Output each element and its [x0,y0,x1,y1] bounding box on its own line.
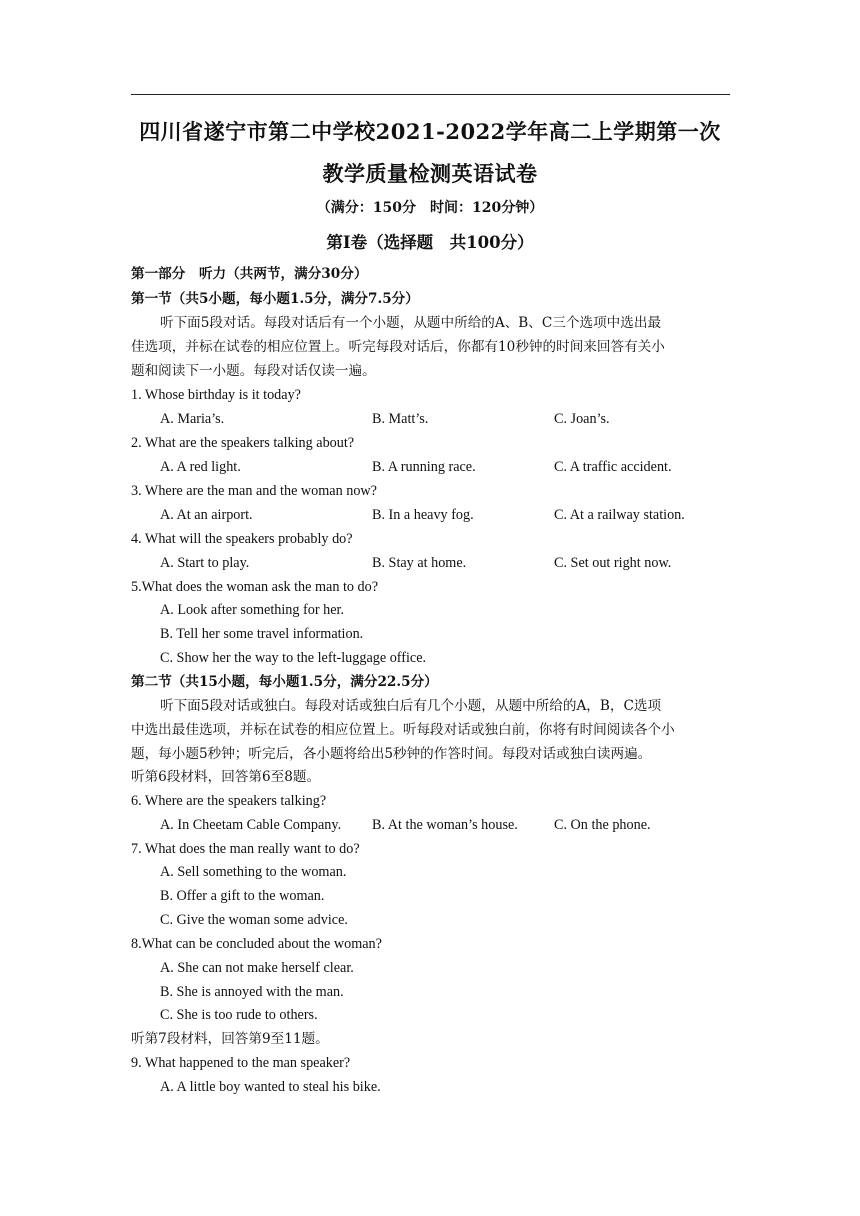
option-c: C. A traffic accident. [554,459,672,475]
section2-heading: 第二节（共15小题，每小题1.5分，满分22.5分） [131,674,438,690]
section1-heading: 第一节（共5小题，每小题1.5分，满分7.5分） [131,291,419,307]
section1-instruction-line: 佳选项，并标在试卷的相应位置上。听完每段对话后，你都有10秒钟的时间来回答有关小 [131,339,665,355]
section1-instruction-line: 听下面5段对话。每段对话后有一个小题，从题中所给的A、B、C三个选项中选出最 [160,315,662,331]
section1-instruction-line: 题和阅读下一小题。每段对话仅读一遍。 [131,363,376,379]
exam-title-line-2: 教学质量检测英语试卷 [322,161,538,186]
option-b: B. Offer a gift to the woman. [160,888,325,904]
option-c: C. Set out right now. [554,555,672,571]
question-text: 8.What can be concluded about the woman? [131,936,382,952]
option-a: A. At an airport. [160,507,253,523]
section2-instruction-line: 题，每小题5秒钟；听完后，各小题将给出5秒钟的作答时间。每段对话或独白读两遍。 [131,746,652,762]
question-text: 3. Where are the man and the woman now? [131,483,377,499]
option-a: A. A red light. [160,459,241,475]
option-c: C. She is too rude to others. [160,1007,318,1023]
top-rule [131,94,730,95]
option-c: C. On the phone. [554,817,651,833]
option-a: A. Look after something for her. [160,602,344,618]
section2-instruction-line: 听下面5段对话或独白。每段对话或独白后有几个小题，从题中所给的A，B，C选项 [160,698,662,714]
material-note: 听第6段材料，回答第6至8题。 [131,769,321,785]
option-b: B. A running race. [372,459,476,475]
option-b: B. At the woman’s house. [372,817,518,833]
question-text: 4. What will the speakers probably do? [131,531,353,547]
exam-score-time: （满分：150分 时间：120分钟） [316,200,544,216]
option-b: B. Tell her some travel information. [160,626,364,642]
exam-title-line-1: 四川省遂宁市第二中学校2021-2022学年高二上学期第一次 [139,119,721,144]
option-c: C. Show her the way to the left-luggage office. [160,650,427,666]
option-b: B. Matt’s. [372,411,429,427]
option-a: A. Maria’s. [160,411,225,427]
question-text: 1. Whose birthday is it today? [131,387,301,403]
volume-heading: 第Ⅰ卷（选择题 共100分） [326,233,534,252]
option-b: B. She is annoyed with the man. [160,984,344,1000]
option-b: B. Stay at home. [372,555,467,571]
section2-instruction-line: 中选出最佳选项，并标在试卷的相应位置上。听每段对话或独白前，你将有时间阅读各个小 [131,722,675,738]
option-a: A. Start to play. [160,555,250,571]
question-text: 2. What are the speakers talking about? [131,435,355,451]
option-a: A. She can not make herself clear. [160,960,354,976]
option-b: B. In a heavy fog. [372,507,474,523]
option-c: C. Give the woman some advice. [160,912,348,928]
question-text: 7. What does the man really want to do? [131,841,360,857]
option-c: C. Joan’s. [554,411,610,427]
part1-heading: 第一部分 听力（共两节，满分30分） [131,266,368,282]
question-text: 9. What happened to the man speaker? [131,1055,351,1071]
material-note: 听第7段材料，回答第9至11题。 [131,1031,329,1047]
question-text: 5.What does the woman ask the man to do? [131,579,379,595]
option-a: A. Sell something to the woman. [160,864,347,880]
question-text: 6. Where are the speakers talking? [131,793,327,809]
option-a: A. A little boy wanted to steal his bike. [160,1079,381,1095]
option-a: A. In Cheetam Cable Company. [160,817,342,833]
option-c: C. At a railway station. [554,507,685,523]
